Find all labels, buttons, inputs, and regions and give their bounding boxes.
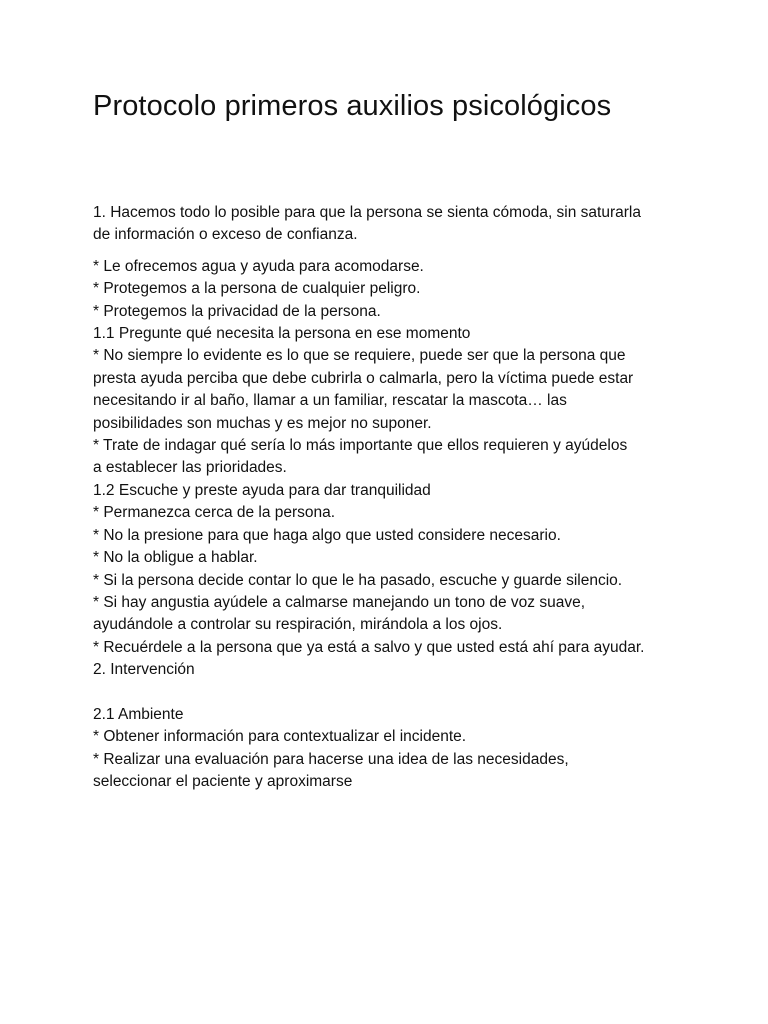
text-line: * Si la persona decide contar lo que le ha pasado, escuche y guarde silencio. bbox=[93, 571, 623, 589]
text-line: presta ayuda perciba que debe cubrirla o calmarla, pero la víctima puede estar bbox=[93, 369, 634, 387]
section-heading: 2. Intervención bbox=[93, 661, 195, 679]
section-2 bbox=[93, 704, 693, 794]
section-heading: 1.2 Escuche y preste ayuda para dar tranquilidad bbox=[93, 481, 431, 499]
text-line: a establecer las prioridades. bbox=[93, 459, 287, 477]
document-title: Protocolo primeros auxilios psicológicos bbox=[93, 90, 612, 122]
protocol-steps bbox=[93, 256, 693, 682]
text-line: * Le ofrecemos agua y ayuda para acomodarse. bbox=[93, 257, 424, 275]
text-line: posibilidades son muchas y es mejor no suponer. bbox=[93, 414, 432, 432]
text-line: seleccionar el paciente y aproximarse bbox=[93, 773, 353, 791]
section-heading: 1.1 Pregunte qué necesita la persona en ese momento bbox=[93, 325, 471, 343]
text-line: * Protegemos la privacidad de la persona. bbox=[93, 302, 381, 320]
text-line: * No la obligue a hablar. bbox=[93, 549, 258, 567]
text-line: * Obtener información para contextualizar el incidente. bbox=[93, 728, 467, 746]
text-line: * Protegemos a la persona de cualquier peligro. bbox=[93, 280, 421, 298]
text-line: 1. Hacemos todo lo posible para que la persona se sienta cómoda, sin saturarla bbox=[93, 204, 641, 221]
text-line: * Trate de indagar qué sería lo más importante que ellos requieren y ayúdelos bbox=[93, 437, 628, 455]
text-line: * Permanezca cerca de la persona. bbox=[93, 504, 336, 522]
blank-line bbox=[93, 682, 693, 704]
section-heading: 2.1 Ambiente bbox=[93, 705, 184, 723]
text-line: * Recuérdele a la persona que ya está a salvo y que usted está ahí para ayudar. bbox=[93, 638, 645, 656]
text-line: de información o exceso de confianza. bbox=[93, 226, 358, 244]
document-body bbox=[93, 202, 693, 794]
text-line: * Realizar una evaluación para hacerse una idea de las necesidades, bbox=[93, 750, 569, 768]
text-line: * Si hay angustia ayúdele a calmarse manejando un tono de voz suave, bbox=[93, 593, 586, 611]
text-line: * No la presione para que haga algo que usted considere necesario. bbox=[93, 526, 561, 544]
text-line: ayudándole a controlar su respiración, mirándola a los ojos. bbox=[93, 616, 503, 634]
text-line: * No siempre lo evidente es lo que se requiere, puede ser que la persona que bbox=[93, 347, 626, 365]
intro-paragraph bbox=[93, 202, 693, 247]
text-line: necesitando ir al baño, llamar a un familiar, rescatar la mascota… las bbox=[93, 392, 567, 410]
